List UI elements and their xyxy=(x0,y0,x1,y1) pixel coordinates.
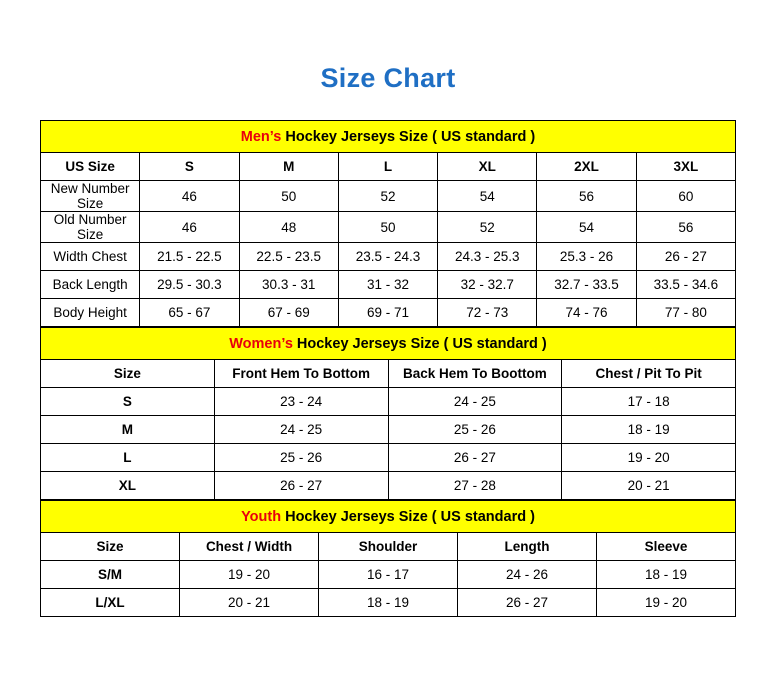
table-row xyxy=(41,444,736,472)
mens-col-header: 2XL xyxy=(537,153,636,181)
mens-section-heading xyxy=(41,121,736,153)
cell: 17 - 18 xyxy=(562,388,736,416)
row-label: L/XL xyxy=(41,589,180,617)
cell: 24 - 25 xyxy=(214,416,388,444)
row-label: S/M xyxy=(41,561,180,589)
youth-size-table xyxy=(40,500,736,617)
cell: 24 - 26 xyxy=(458,561,597,589)
cell: 46 xyxy=(140,181,239,212)
mens-col-header: L xyxy=(338,153,437,181)
womens-size-table xyxy=(40,327,736,500)
cell: 26 - 27 xyxy=(214,472,388,500)
cell: 46 xyxy=(140,212,239,243)
cell: 25 - 26 xyxy=(388,416,562,444)
row-label: New Number Size xyxy=(41,181,140,212)
cell: 69 - 71 xyxy=(338,299,437,327)
cell: 19 - 20 xyxy=(597,589,736,617)
mens-col-header: S xyxy=(140,153,239,181)
womens-heading-rest: Hockey Jerseys Size ( US standard ) xyxy=(292,335,547,352)
youth-section-heading xyxy=(41,501,736,533)
table-row xyxy=(41,589,736,617)
page-title: Size Chart xyxy=(320,63,456,93)
mens-col-header: M xyxy=(239,153,338,181)
table-row xyxy=(41,243,736,271)
cell: 48 xyxy=(239,212,338,243)
cell: 77 - 80 xyxy=(636,299,735,327)
cell: 18 - 19 xyxy=(319,589,458,617)
cell: 31 - 32 xyxy=(338,271,437,299)
row-label: Back Length xyxy=(41,271,140,299)
youth-col-header: Size xyxy=(41,533,180,561)
row-label: S xyxy=(41,388,215,416)
youth-heading-cell xyxy=(41,501,736,533)
row-label: L xyxy=(41,444,215,472)
cell: 30.3 - 31 xyxy=(239,271,338,299)
cell: 29.5 - 30.3 xyxy=(140,271,239,299)
cell: 56 xyxy=(636,212,735,243)
row-label: M xyxy=(41,416,215,444)
cell: 72 - 73 xyxy=(438,299,537,327)
row-label: Width Chest xyxy=(41,243,140,271)
cell: 60 xyxy=(636,181,735,212)
cell: 54 xyxy=(438,181,537,212)
cell: 25.3 - 26 xyxy=(537,243,636,271)
row-label: XL xyxy=(41,472,215,500)
youth-col-header: Shoulder xyxy=(319,533,458,561)
size-chart-tables xyxy=(40,120,736,617)
cell: 26 - 27 xyxy=(388,444,562,472)
table-row xyxy=(41,299,736,327)
womens-heading-cell xyxy=(41,328,736,360)
cell: 24 - 25 xyxy=(388,388,562,416)
cell: 19 - 20 xyxy=(562,444,736,472)
cell: 50 xyxy=(239,181,338,212)
womens-col-header: Size xyxy=(41,360,215,388)
cell: 18 - 19 xyxy=(597,561,736,589)
table-row xyxy=(41,388,736,416)
cell: 32 - 32.7 xyxy=(438,271,537,299)
cell: 74 - 76 xyxy=(537,299,636,327)
mens-column-headers xyxy=(41,153,736,181)
cell: 27 - 28 xyxy=(388,472,562,500)
cell: 54 xyxy=(537,212,636,243)
cell: 23.5 - 24.3 xyxy=(338,243,437,271)
womens-heading-accent: Women’s xyxy=(229,335,293,352)
table-row xyxy=(41,472,736,500)
cell: 22.5 - 23.5 xyxy=(239,243,338,271)
cell: 32.7 - 33.5 xyxy=(537,271,636,299)
womens-col-header: Chest / Pit To Pit xyxy=(562,360,736,388)
cell: 56 xyxy=(537,181,636,212)
mens-heading-cell xyxy=(41,121,736,153)
mens-col-header: US Size xyxy=(41,153,140,181)
cell: 65 - 67 xyxy=(140,299,239,327)
cell: 26 - 27 xyxy=(636,243,735,271)
table-row xyxy=(41,416,736,444)
cell: 50 xyxy=(338,212,437,243)
mens-col-header: XL xyxy=(438,153,537,181)
youth-heading-accent: Youth xyxy=(241,508,282,525)
cell: 20 - 21 xyxy=(562,472,736,500)
cell: 52 xyxy=(438,212,537,243)
table-row xyxy=(41,271,736,299)
table-row xyxy=(41,561,736,589)
cell: 16 - 17 xyxy=(319,561,458,589)
youth-col-header: Sleeve xyxy=(597,533,736,561)
mens-heading-rest: Hockey Jerseys Size ( US standard ) xyxy=(281,128,536,145)
mens-size-table xyxy=(40,120,736,327)
cell: 52 xyxy=(338,181,437,212)
cell: 19 - 20 xyxy=(180,561,319,589)
cell: 67 - 69 xyxy=(239,299,338,327)
womens-col-header: Back Hem To Boottom xyxy=(388,360,562,388)
mens-heading-accent: Men’s xyxy=(240,128,282,145)
table-row xyxy=(41,212,736,243)
youth-column-headers xyxy=(41,533,736,561)
mens-col-header: 3XL xyxy=(636,153,735,181)
cell: 21.5 - 22.5 xyxy=(140,243,239,271)
row-label: Body Height xyxy=(41,299,140,327)
cell: 20 - 21 xyxy=(180,589,319,617)
cell: 26 - 27 xyxy=(458,589,597,617)
womens-col-header: Front Hem To Bottom xyxy=(214,360,388,388)
cell: 25 - 26 xyxy=(214,444,388,472)
youth-heading-rest: Hockey Jerseys Size ( US standard ) xyxy=(281,508,535,525)
cell: 33.5 - 34.6 xyxy=(636,271,735,299)
cell: 24.3 - 25.3 xyxy=(438,243,537,271)
cell: 23 - 24 xyxy=(214,388,388,416)
youth-col-header: Length xyxy=(458,533,597,561)
womens-section-heading xyxy=(41,328,736,360)
womens-column-headers xyxy=(41,360,736,388)
cell: 18 - 19 xyxy=(562,416,736,444)
table-row xyxy=(41,181,736,212)
youth-col-header: Chest / Width xyxy=(180,533,319,561)
row-label: Old Number Size xyxy=(41,212,140,243)
